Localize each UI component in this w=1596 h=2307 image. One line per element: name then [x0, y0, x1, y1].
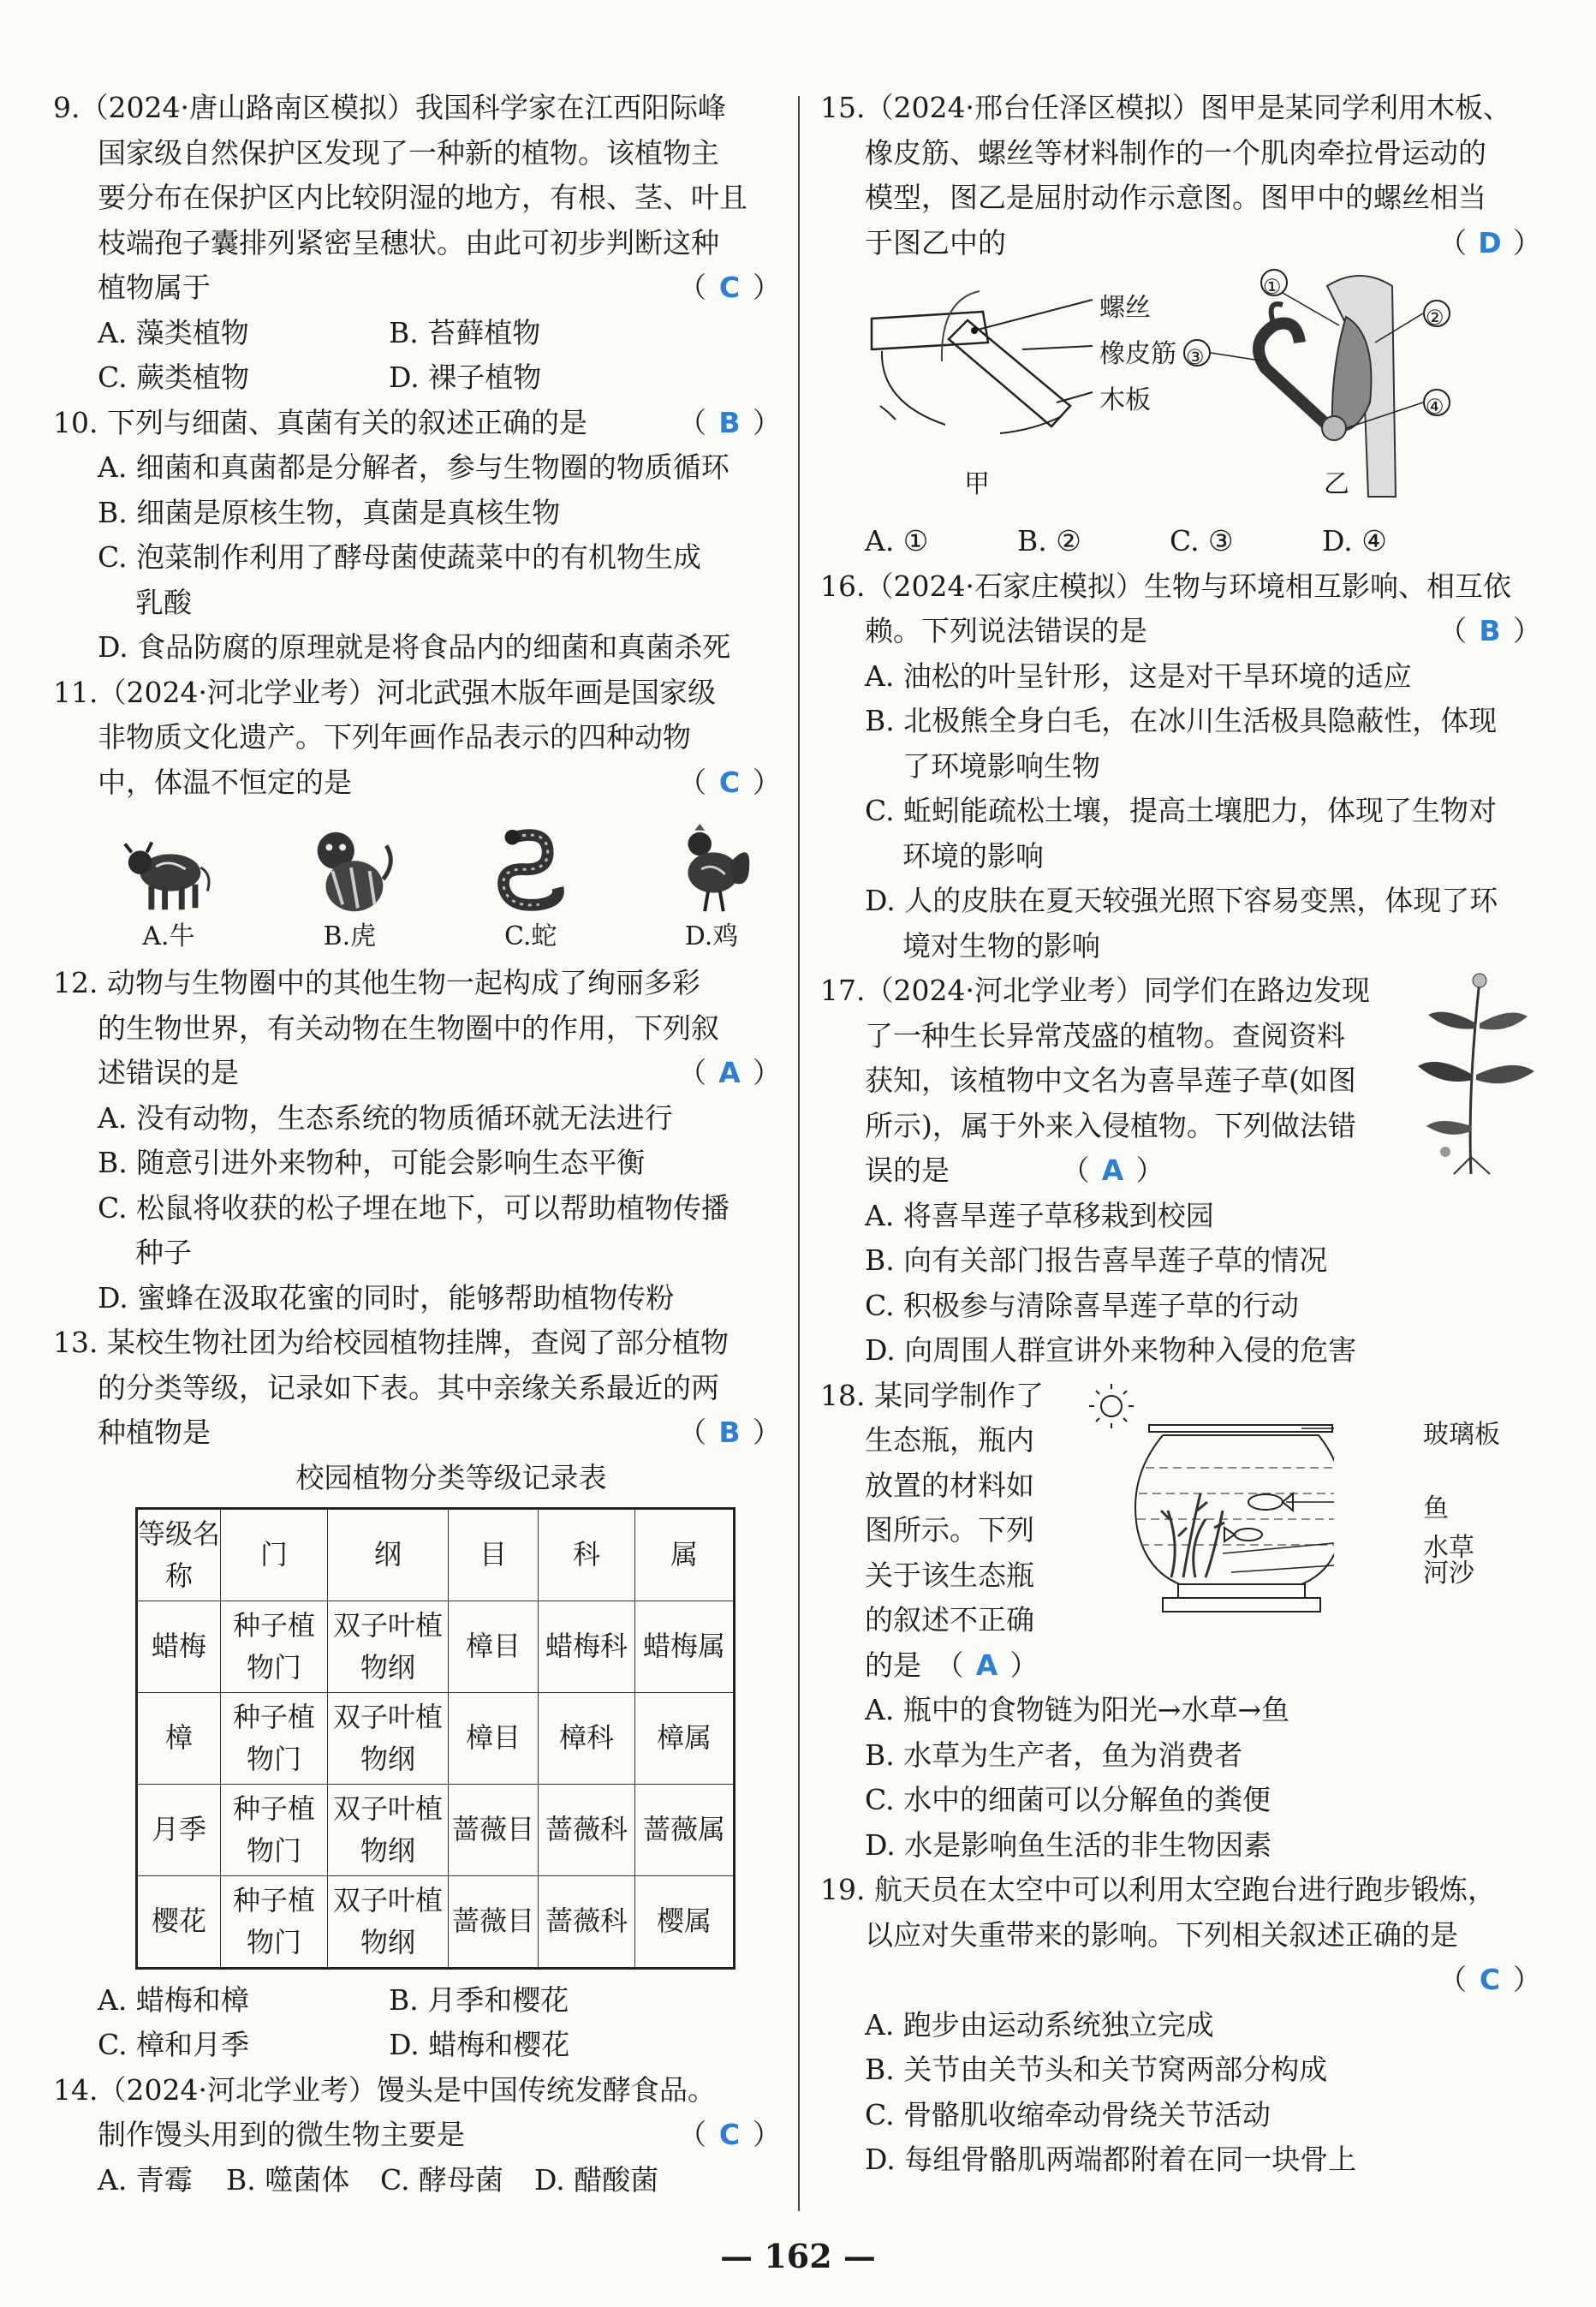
q14-line: 制作馒头用到的微生物主要是 [98, 2118, 465, 2151]
option[interactable]: D. 水是影响鱼生活的非生物因素 [865, 1827, 1272, 1862]
option[interactable]: C. 蚯蚓能疏松土壤，提高土壤肥力，体现了生物对 [865, 794, 1498, 827]
animal-label: C.蛇 [503, 921, 557, 951]
classification-table [135, 1507, 735, 1970]
label-circle-1: ① [1263, 275, 1282, 299]
animal-label: D.鸡 [684, 921, 739, 951]
q16-line: 16.（2024·石家庄模拟）生物与环境相互影响、相互依 [820, 569, 1511, 603]
option[interactable]: D. 裸子植物 [389, 361, 542, 394]
q17-line: 17.（2024·河北学业考）同学们在路边发现 [820, 974, 1370, 1007]
option[interactable]: B. 噬菌体 [226, 2162, 350, 2197]
label-river-sand: 河沙 [1423, 1558, 1474, 1589]
option-continued: 乳酸 [135, 585, 192, 619]
q9-options-row [53, 311, 781, 356]
q12-answer: （ A ） [678, 1056, 781, 1089]
table-header: 等级名称 [137, 1508, 221, 1601]
question-14 [53, 2068, 781, 2203]
option[interactable]: A. 跑步由运动系统独立完成 [865, 2007, 1214, 2042]
label-circle-2: ② [1426, 306, 1444, 330]
q14-options-row [53, 2158, 781, 2203]
q17-line: 误的是 [865, 1154, 950, 1187]
table-cell: 樱花 [137, 1875, 221, 1968]
animal-label: B.虎 [323, 921, 377, 951]
q15-figure [820, 265, 1541, 519]
table-header: 门 [221, 1508, 328, 1601]
option[interactable]: B. 水草为生产者，鱼为消费者 [865, 1738, 1243, 1772]
q12-line: 12. 动物与生物圈中的其他生物一起构成了绚丽多彩 [53, 966, 700, 999]
label-board: 木板 [1099, 385, 1151, 415]
question-9 [53, 86, 781, 401]
q18-line: 生态瓶，瓶内 [865, 1423, 1034, 1457]
option[interactable]: D. 每组骨骼肌两端都附着在同一块骨上 [865, 2143, 1357, 2176]
table-cell: 蜡梅属 [635, 1601, 735, 1692]
q15-line: 橡皮筋、螺丝等材料制作的一个肌肉牵拉骨运动的 [865, 135, 1486, 170]
option[interactable]: C. 松鼠将收获的松子埋在地下，可以帮助植物传播 [98, 1190, 730, 1225]
label-fish: 鱼 [1423, 1493, 1449, 1523]
q11-line: 中，体温不恒定的是 [98, 765, 352, 799]
option[interactable]: C. 蕨类植物 [98, 361, 250, 394]
table-cell: 种子植物门 [221, 1601, 328, 1692]
q18-answer: （ A ） [935, 1648, 1039, 1682]
table-cell: 樟目 [449, 1601, 539, 1692]
table-cell: 樟 [137, 1692, 221, 1784]
q13-line: 种植物是 [98, 1416, 211, 1449]
table-row [137, 1692, 735, 1784]
table-cell: 种子植物门 [221, 1875, 328, 1968]
label-circle-3: ③ [1186, 345, 1205, 369]
option-continued: 境对生物的影响 [902, 928, 1100, 963]
option[interactable]: C. 樟和月季 [98, 2028, 250, 2061]
table-cell: 蔷薇科 [539, 1875, 635, 1968]
q12-line: 述错误的是 [98, 1056, 239, 1089]
table-row [137, 1601, 735, 1692]
ox-figure [104, 820, 233, 957]
option[interactable]: D. ④ [1322, 524, 1387, 557]
question-11 [53, 671, 781, 958]
q13-options-row [53, 2023, 781, 2068]
question-16 [820, 564, 1541, 969]
table-cell: 双子叶植物纲 [328, 1692, 449, 1784]
q18-line: 关于该生态瓶 [865, 1558, 1034, 1592]
option[interactable]: A. ① [865, 524, 929, 557]
q11-answer: （ C ） [678, 765, 781, 799]
table-header: 属 [635, 1508, 735, 1601]
q18-line: 图所示。下列 [865, 1513, 1034, 1547]
alligator-weed-image [1411, 972, 1539, 1177]
option[interactable]: A. 藻类植物 [98, 315, 249, 349]
table-cell: 种子植物门 [221, 1784, 328, 1875]
label-glass-plate: 玻璃板 [1423, 1419, 1500, 1450]
table-header: 纲 [328, 1508, 449, 1601]
q13-answer: （ B ） [678, 1416, 781, 1449]
table-cell: 蔷薇目 [449, 1784, 539, 1875]
option[interactable]: D. 向周围人群宣讲外来物种入侵的危害 [865, 1333, 1357, 1367]
question-12 [53, 961, 781, 1320]
q17-line: 获知，该植物中文名为喜旱莲子草(如图 [865, 1064, 1356, 1097]
q16-line: 赖。下列说法错误的是 [865, 614, 1147, 647]
option[interactable]: A. 蜡梅和樟 [98, 1982, 249, 2017]
option[interactable]: A. 将喜旱莲子草移栽到校园 [865, 1198, 1214, 1232]
option[interactable]: B. 细菌是原核生物，真菌是真核生物 [98, 495, 561, 529]
question-17 [820, 969, 1541, 1374]
option[interactable]: B. 苔藓植物 [389, 315, 541, 349]
ecosystem-bottle-diagram [1077, 1382, 1334, 1630]
page-number: — 162 — [720, 2237, 876, 2275]
table-row [137, 1784, 735, 1875]
option[interactable]: A. 细菌和真菌都是分解者，参与生物圈的物质循环 [98, 450, 730, 484]
label-circle-4: ④ [1426, 395, 1444, 419]
label-rubber-band: 橡皮筋 [1099, 339, 1176, 369]
option[interactable]: B. 北极熊全身白毛，在冰川生活极具隐蔽性，体现 [865, 704, 1498, 737]
q19-line: 以应对失重带来的影响。下列相关叙述正确的是 [865, 1917, 1458, 1952]
table-cell: 樟科 [539, 1692, 635, 1784]
chicken-icon [661, 820, 762, 921]
table-header-row [137, 1508, 735, 1601]
table-cell: 樱属 [635, 1875, 735, 1968]
option[interactable]: D. 蜜蜂在汲取花蜜的同时，能够帮助植物传粉 [98, 1280, 675, 1314]
q9-line: 植物属于 （ C ） [53, 265, 781, 311]
option[interactable]: A. 青霉 [98, 2162, 193, 2197]
option[interactable]: B. 关节由关节头和关节窝两部分构成 [865, 2053, 1328, 2086]
snake-figure [467, 820, 595, 957]
left-column [53, 86, 781, 2203]
snake-icon [480, 820, 581, 921]
q12-line: 的生物世界，有关动物在生物圈中的作用，下列叙 [98, 1010, 719, 1045]
table-header: 目 [449, 1508, 539, 1601]
column-divider [798, 96, 800, 2211]
option[interactable]: D. 食品防腐的原理就是将食品内的细菌和真菌杀死 [98, 630, 731, 664]
q18-line: 18. 某同学制作了 [820, 1378, 1044, 1412]
table-cell: 双子叶植物纲 [328, 1875, 449, 1968]
q19-line: 19. 航天员在太空中可以利用太空跑台进行跑步锻炼， [820, 1873, 1496, 1906]
option[interactable]: B. 向有关部门报告喜旱莲子草的情况 [865, 1243, 1328, 1277]
option[interactable]: C. 积极参与清除喜旱莲子草的行动 [865, 1288, 1300, 1322]
table-cell: 双子叶植物纲 [328, 1601, 449, 1692]
table-cell: 蔷薇科 [539, 1784, 635, 1875]
label-water-weed: 水草 [1423, 1532, 1474, 1563]
q17-line: 了一种生长异常茂盛的植物。查阅资料 [865, 1018, 1345, 1052]
table-cell: 樟属 [635, 1692, 735, 1784]
q11-line: 非物质文化遗产。下列年画作品表示的四种动物 [98, 720, 691, 754]
q17-line: 所示)，属于外来入侵植物。下列做法错 [865, 1108, 1356, 1142]
q19-answer: （ C ） [1438, 1963, 1541, 1996]
q13-line: 13. 某校生物社团为给校园植物挂牌，查阅了部分植物 [53, 1326, 729, 1359]
q13-line: 的分类等级，记录如下表。其中亲缘关系最近的两 [98, 1370, 719, 1404]
tiger-icon [299, 820, 400, 921]
option[interactable]: D. 醋酸菌 [534, 2162, 659, 2197]
label-jia: 甲 [964, 469, 990, 499]
option[interactable]: A. 油松的叶呈针形，这是对干旱环境的适应 [865, 659, 1412, 693]
right-column [820, 86, 1541, 2183]
option[interactable]: C. 泡菜制作利用了酵母菌使蔬菜中的有机物生成 [98, 540, 702, 574]
ox-icon [118, 820, 219, 921]
option[interactable]: C. ③ [1170, 524, 1234, 557]
option[interactable]: B. 随意引进外来物种，可能会影响生态平衡 [98, 1146, 646, 1179]
q9-answer: （ C ） [678, 271, 781, 304]
table-cell: 樟目 [449, 1692, 539, 1784]
q10-answer: （ B ） [678, 405, 781, 439]
q11-line: 11.（2024·河北学业考）河北武强木版年画是国家级 [53, 675, 716, 709]
option[interactable]: B. ② [1017, 524, 1081, 557]
q9-options-row [53, 355, 781, 401]
q9-line: 国家级自然保护区发现了一种新的植物。该植物主 [98, 135, 719, 170]
q16-answer: （ B ） [1438, 614, 1541, 647]
option[interactable]: C. 骨骼肌收缩牵动骨绕关节活动 [865, 2097, 1271, 2131]
label-screw: 螺丝 [1099, 293, 1151, 323]
q15-line: 于图乙中的 [865, 225, 1006, 259]
table-cell: 月季 [137, 1784, 221, 1875]
q15-answer: （ D ） [1438, 225, 1541, 259]
q14-answer: （ C ） [678, 2118, 781, 2151]
option[interactable]: A. 没有动物，生态系统的物质循环就无法进行 [98, 1100, 673, 1135]
table-cell: 蜡梅 [137, 1601, 221, 1692]
chicken-figure [647, 820, 776, 957]
q9-line: 枝端孢子囊排列紧密呈穗状。由此可初步判断这种 [98, 225, 719, 259]
label-yi: 乙 [1324, 469, 1349, 499]
option[interactable]: C. 酵母菌 [380, 2162, 504, 2197]
question-10 [53, 401, 781, 671]
question-19 [820, 1868, 1541, 2183]
q15-line: 15.（2024·邢台任泽区模拟）图甲是某同学利用木板、 [820, 91, 1511, 124]
option[interactable]: C. 水中的细菌可以分解鱼的粪便 [865, 1783, 1271, 1816]
option-continued: 种子 [135, 1236, 192, 1269]
table-cell: 双子叶植物纲 [328, 1784, 449, 1875]
table-row [137, 1875, 735, 1968]
animal-label: A.牛 [142, 921, 195, 951]
q14-line: 14.（2024·河北学业考）馒头是中国传统发酵食品。 [53, 2072, 716, 2107]
option-continued: 了环境影响生物 [902, 748, 1100, 783]
tiger-figure [285, 820, 414, 957]
option-continued: 环境的影响 [902, 838, 1044, 873]
q13-options-row [53, 1978, 781, 2024]
table-cell: 蔷薇目 [449, 1875, 539, 1968]
q18-line: 的是 [865, 1648, 921, 1682]
question-13 [53, 1320, 781, 2068]
question-15 [820, 86, 1541, 564]
table-cell: 蔷薇属 [635, 1784, 735, 1875]
table-title: 校园植物分类等级记录表 [295, 1460, 607, 1494]
q15-options-row [820, 519, 1541, 564]
question-18 [820, 1374, 1541, 1869]
q9-line: 要分布在保护区内比较阴湿的地方，有根、茎、叶且 [98, 181, 747, 214]
table-header: 科 [539, 1508, 635, 1601]
q18-line: 的叙述不正确 [865, 1603, 1034, 1636]
q9-line: 9.（2024·唐山路南区模拟）我国科学家在江西阳际峰 [53, 91, 726, 124]
table-cell: 蜡梅科 [539, 1601, 635, 1692]
q17-answer: （ A ） [1061, 1154, 1164, 1187]
option[interactable]: A. 瓶中的食物链为阳光→水草→鱼 [865, 1693, 1290, 1726]
q15-line: 模型，图乙是屈肘动作示意图。图甲中的螺丝相当 [865, 181, 1486, 214]
table-cell: 种子植物门 [221, 1692, 328, 1784]
option[interactable]: D. 人的皮肤在夏天较强光照下容易变黑，体现了环 [865, 884, 1498, 917]
option[interactable]: B. 月季和樱花 [389, 1982, 569, 2017]
animal-figures [53, 805, 781, 957]
q10-stem: 10. 下列与细菌、真菌有关的叙述正确的是 [53, 405, 587, 439]
q18-line: 放置的材料如 [865, 1468, 1034, 1502]
option[interactable]: D. 蜡梅和樱花 [389, 2028, 570, 2061]
